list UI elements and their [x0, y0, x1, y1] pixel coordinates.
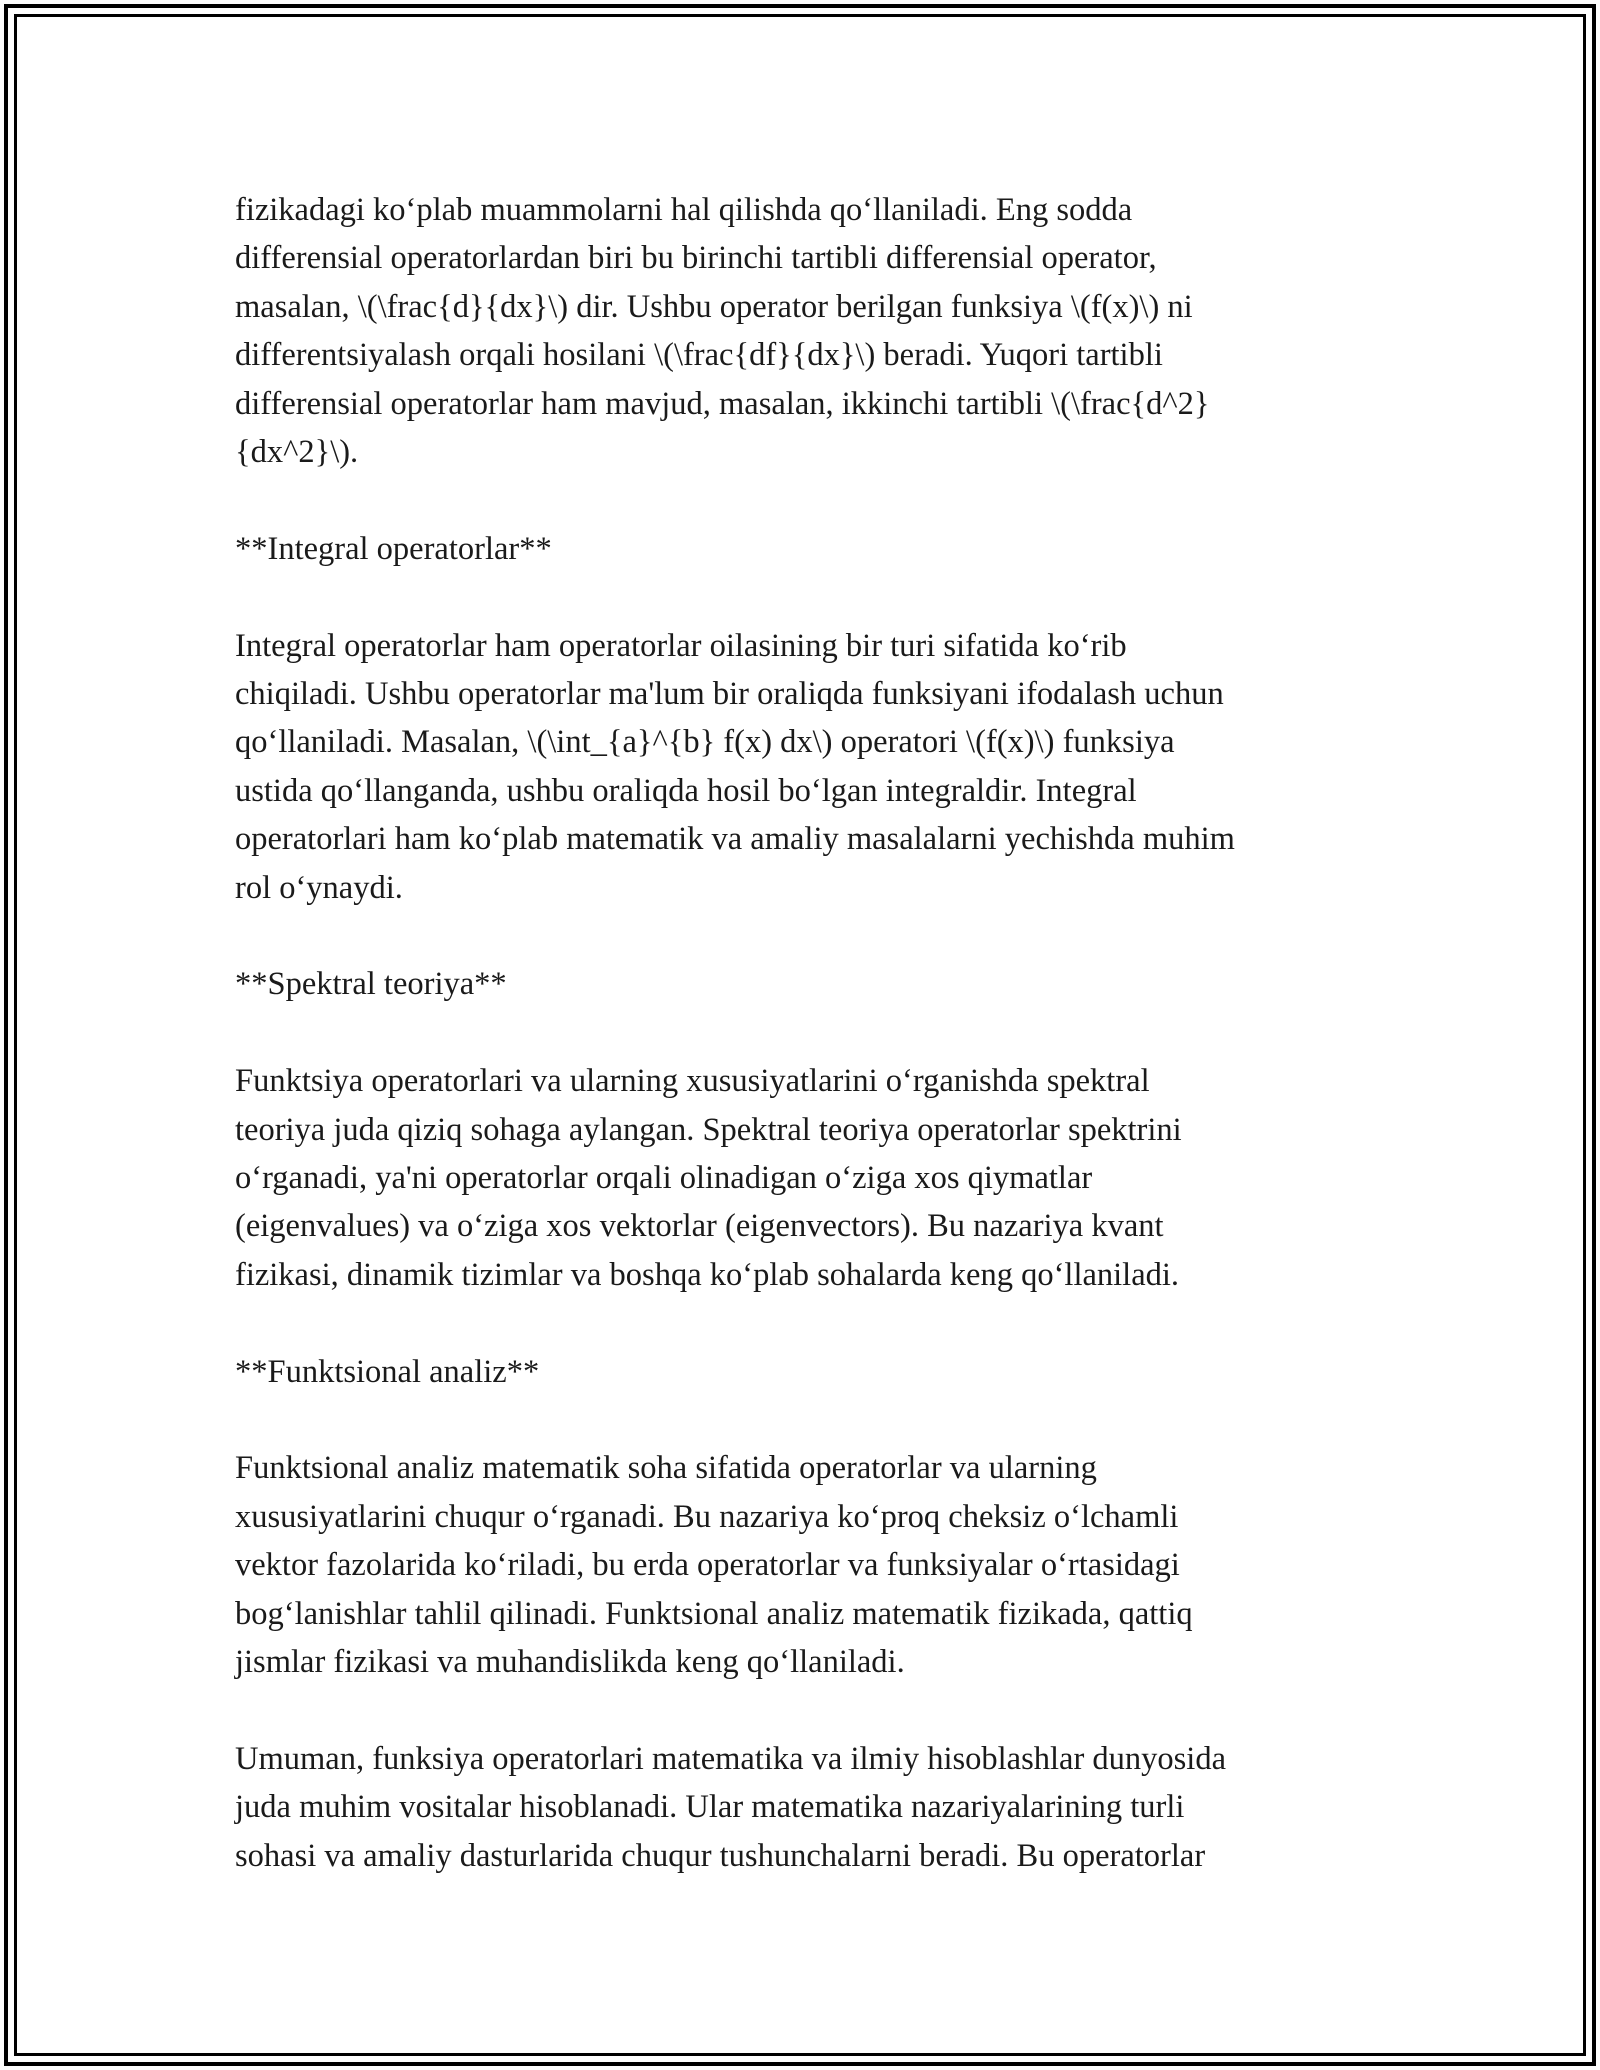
paragraph-differential-operators: fizikadagi ko‘plab muammolarni hal qilishda qo‘llaniladi. Eng sodda differensial operatorlardan biri bu birinchi tartibli differensial operator, masalan, \(\frac{d}{dx}\) dir. Ushbu operator berilgan funksiya \(f(x)\) ni differentsiyalash orqali hosilani \(\frac{df}{dx}\) beradi. Yuqori tartibli differensial operatorlar ham mavjud, masalan, ikkinchi tartibli \(\frac{d^2} {dx^2}\). — [235, 192, 1210, 471]
paragraph-integral-operators: Integral operatorlar ham operatorlar oilasining bir turi sifatida ko‘rib chiqiladi. Ushbu operatorlar ma'lum bir oraliqda funksiyani ifodalash uchun qo‘llaniladi. Masalan, \(\int_{a}^{b} f(x) dx\) operatori \(f(x)\) funksiya ustida qo‘llanganda, ushbu oraliqda hosil bo‘lgan integraldir. Integral operatorlari ham ko‘plab matematik va amaliy masalalarni yechishda muhim rol o‘ynaydi. — [235, 627, 1235, 906]
heading-functional-analysis: **Funktsional analiz** — [235, 1353, 540, 1390]
paragraph-spectral-theory: Funktsiya operatorlari va ularning xususiyatlarini o‘rganishda spektral teoriya juda qiziq sohaga aylangan. Spektral teoriya operatorlar spektrini o‘rganadi, ya'ni operatorlar orqali olinadigan o‘ziga xos qiymatlar (eigenvalues) va o‘ziga xos vektorlar (eigenvectors). Bu nazariya kvant fizikasi, dinamik tizimlar va boshqa ko‘plab sohalarda keng qo‘llaniladi. — [235, 1063, 1182, 1293]
document-body — [235, 186, 1375, 1880]
heading-spectral-theory: **Spektral teoriya** — [235, 966, 507, 1003]
paragraph-functional-analysis: Funktsional analiz matematik soha sifatida operatorlar va ularning xususiyatlarini chuqur o‘rganadi. Bu nazariya ko‘proq cheksiz o‘lchamli vektor fazolarida ko‘riladi, bu erda operatorlar va funksiyalar o‘rtasidagi bog‘lanishlar tahlil qilinadi. Funktsional analiz matematik fizikada, qattiq jismlar fizikasi va muhandislikda keng qo‘llaniladi. — [235, 1450, 1193, 1681]
paragraph-conclusion: Umuman, funksiya operatorlari matematika va ilmiy hisoblashlar dunyosida juda muhim vositalar hisoblanadi. Ular matematika nazariyalarining turli sohasi va amaliy dasturlarida chuqur tushunchalarni beradi. Bu operatorlar — [235, 1740, 1227, 1874]
heading-integral-operators: **Integral operatorlar** — [235, 530, 552, 567]
